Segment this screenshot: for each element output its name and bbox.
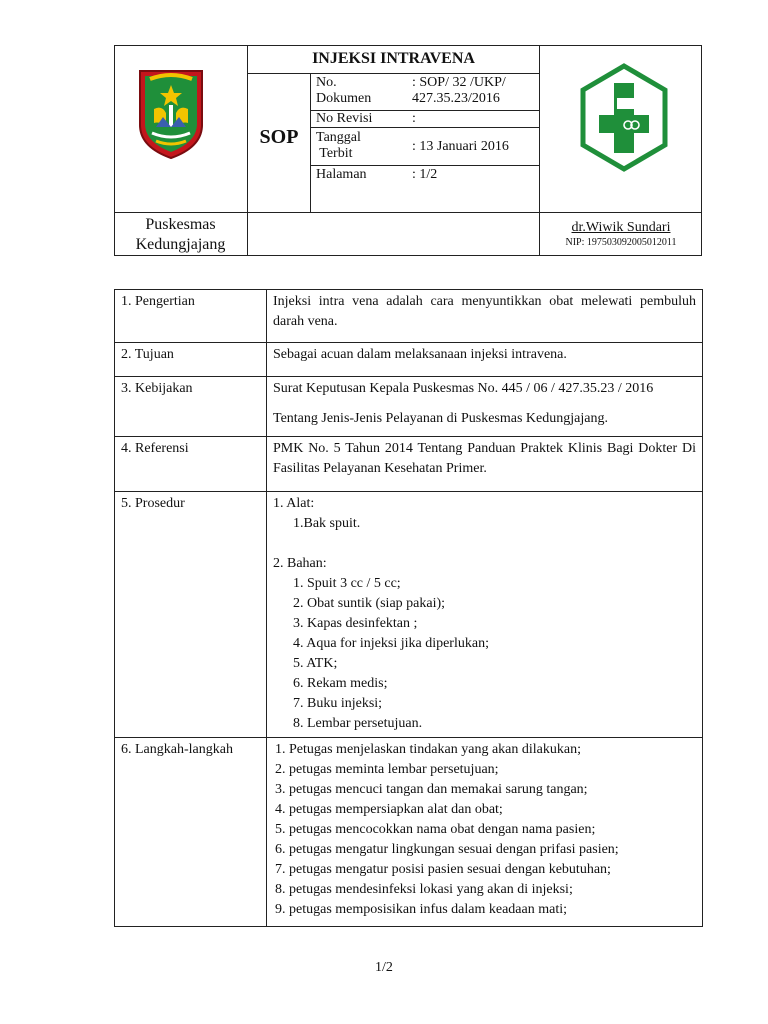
document-title: INJEKSI INTRAVENA — [312, 50, 475, 67]
policy-line: Surat Keputusan Kepala Puskesmas No. 445 / 06 / 427.35.23 / 2016 — [273, 381, 654, 396]
sop-content-table — [114, 289, 703, 927]
sop-label: SOP — [259, 126, 299, 148]
section-row-kebijakan — [115, 377, 703, 437]
section-label: 3. Kebijakan — [115, 377, 267, 437]
row-value-document-no: : SOP/ 32 /UKP/ 427.35.23/2016 — [412, 75, 506, 106]
list-item: 2. Obat suntik (siap pakai); — [293, 596, 446, 611]
row-label-page: Halaman — [316, 167, 367, 182]
section-row-referensi — [115, 437, 703, 492]
list-item: 1. Petugas menjelaskan tindakan yang akan dilakukan; — [275, 742, 581, 757]
section-label: 4. Referensi — [115, 437, 267, 492]
section-row-pengertian — [115, 290, 703, 343]
section-text: Injeksi intra vena adalah cara menyuntikkan obat melewati pembuluh darah vena. — [267, 290, 703, 343]
list-item: 3. Kapas desinfektan ; — [293, 616, 418, 631]
section-label: 6. Langkah-langkah — [115, 738, 267, 927]
list-item: 5. petugas mencocokkan nama obat dengan nama pasien; — [275, 822, 596, 837]
list-item: 5. ATK; — [293, 656, 338, 671]
list-item: 2. petugas meminta lembar persetujuan; — [275, 762, 499, 777]
header-divider — [310, 127, 540, 128]
spacer — [273, 534, 696, 554]
list-item: 9. petugas memposisikan infus dalam keadaan mati; — [275, 902, 567, 917]
list-item: 1.Bak spuit. — [293, 516, 361, 531]
section-body — [267, 492, 703, 738]
tools-heading: 1. Alat: — [273, 496, 315, 511]
regency-emblem — [136, 65, 206, 161]
list-item: 6. Rekam medis; — [293, 676, 388, 691]
section-label: 5. Prosedur — [115, 492, 267, 738]
section-label: 1. Pengertian — [115, 290, 267, 343]
puskesmas-logo — [579, 63, 669, 175]
section-body — [267, 377, 703, 437]
list-item: 6. petugas mengatur lingkungan sesuai dengan prifasi pasien; — [275, 842, 619, 857]
header-divider — [310, 165, 540, 166]
page-number: 1/2 — [375, 960, 393, 975]
list-item: 3. petugas mencuci tangan dan memakai sarung tangan; — [275, 782, 588, 797]
institution-line-1: Puskesmas — [145, 216, 216, 233]
row-value-issue-date: : 13 Januari 2016 — [412, 139, 509, 154]
section-row-langkah — [115, 738, 703, 927]
header-divider — [114, 212, 702, 213]
signatory-name: dr.Wiwik Sundari — [571, 220, 671, 235]
institution-line-2: Kedungjajang — [135, 236, 226, 253]
signatory-nip: NIP: 197503092005012011 — [565, 237, 677, 248]
materials-heading: 2. Bahan: — [273, 556, 327, 571]
list-item: 8. Lembar persetujuan. — [293, 716, 423, 731]
section-text: PMK No. 5 Tahun 2014 Tentang Panduan Praktek Klinis Bagi Dokter Di Fasilitas Pelayanan Kesehatan Primer. — [267, 437, 703, 492]
row-label-document-no: No. Dokumen — [316, 75, 372, 106]
list-item: 7. Buku injeksi; — [293, 696, 383, 711]
section-row-tujuan — [115, 343, 703, 377]
list-item: 7. petugas mengatur posisi pasien sesuai dengan kebutuhan; — [275, 862, 611, 877]
steps-list — [267, 738, 703, 927]
section-row-prosedur — [115, 492, 703, 738]
header-divider — [247, 73, 540, 74]
list-item: 8. petugas mendesinfeksi lokasi yang akan di injeksi; — [275, 882, 573, 897]
list-item: 4. petugas mempersiapkan alat dan obat; — [275, 802, 503, 817]
section-text: Sebagai acuan dalam melaksanaan injeksi intravena. — [267, 343, 703, 377]
policy-line: Tentang Jenis-Jenis Pelayanan di Puskesmas Kedungjajang. — [273, 411, 608, 426]
section-label: 2. Tujuan — [115, 343, 267, 377]
list-item: 4. Aqua for injeksi jika diperlukan; — [293, 636, 489, 651]
materials-list — [273, 574, 696, 734]
row-value-page: : 1/2 — [412, 167, 438, 182]
sop-header — [114, 45, 702, 256]
row-label-issue-date: Tanggal Terbit — [316, 130, 361, 161]
header-divider — [247, 45, 248, 256]
header-divider — [310, 73, 311, 213]
list-item: 1. Spuit 3 cc / 5 cc; — [293, 576, 401, 591]
row-value-revision: : — [412, 111, 416, 126]
row-label-revision: No Revisi — [316, 111, 373, 126]
